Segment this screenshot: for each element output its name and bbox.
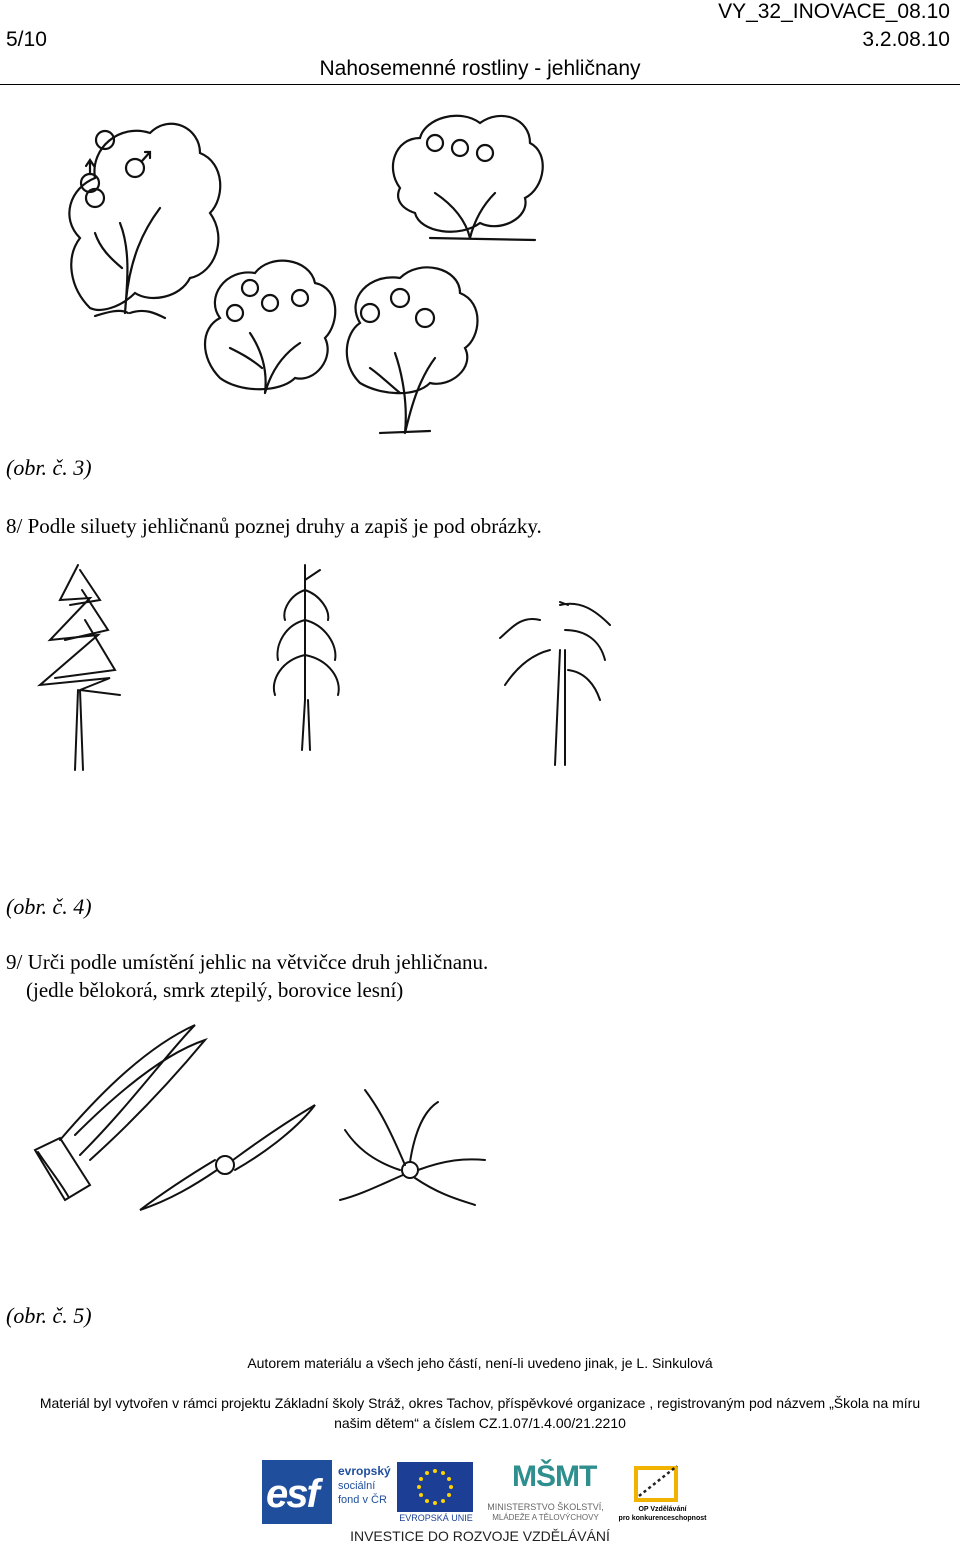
tree-3-drawing [347, 267, 478, 433]
op-line-1: OP Vzdělávání [638, 1506, 687, 1513]
task-8: 8/ Podle siluety jehličnanů poznej druhy a zapiš je pod obrázky. [6, 514, 542, 538]
header-rule [0, 84, 960, 85]
spruce-spiral-needles [340, 1090, 485, 1205]
caption-figure-3: (obr. č. 3) [6, 455, 92, 480]
eu-stars-icon [397, 1462, 473, 1512]
tree-4-drawing [393, 116, 543, 240]
msmt-line-1: MINISTERSTVO ŠKOLSTVÍ, [487, 1502, 604, 1512]
figure-5-needles [20, 1010, 500, 1230]
task-9: 9/ Urči podle umístění jehlic na větvičce druh jehličnanu. [6, 950, 489, 974]
tree-1-drawing [69, 124, 220, 318]
msmt-word: MŠMT [512, 1460, 597, 1493]
caption-figure-4: (obr. č. 4) [6, 894, 92, 919]
tree-2-drawing [205, 261, 335, 393]
esf-line-3: fond v ČR [338, 1494, 387, 1506]
msmt-line-2: MLÁDEŽE A TĚLOVÝCHOVY [492, 1513, 599, 1522]
material-subcode: 3.2.08.10 [862, 28, 950, 51]
msmt-logo [478, 1460, 613, 1524]
eu-flag [397, 1462, 473, 1512]
project-note-line-2: našim dětem“ a číslem CZ.1.07/1.4.00/21.2210 [334, 1415, 626, 1431]
fir-single-needles [140, 1105, 315, 1210]
material-code: VY_32_INOVACE_08.10 [718, 0, 950, 23]
page-title: Nahosemenné rostliny - jehličnany [319, 57, 641, 80]
figure-4-conifers [20, 560, 640, 780]
op-arrow-icon [633, 1462, 685, 1504]
caption-figure-5: (obr. č. 5) [6, 1303, 92, 1328]
eu-logo [397, 1462, 475, 1524]
fir-silhouette [274, 565, 339, 750]
investment-slogan: INVESTICE DO ROZVOJE VZDĚLÁVÁNÍ [350, 1528, 610, 1544]
op-logo [615, 1460, 710, 1524]
esf-line-2: sociální [338, 1480, 376, 1492]
pine-silhouette [500, 602, 610, 765]
esf-word: esf [266, 1472, 318, 1516]
page-number: 5/10 [6, 28, 47, 51]
figure-3-trees [50, 108, 550, 438]
project-note-line-1: Materiál byl vytvořen v rámci projektu Základní školy Stráž, okres Tachov, příspěvkové organizace , registrovaným pod názvem „Škola na míru [39, 1395, 921, 1411]
spruce-silhouette [40, 565, 120, 770]
esf-line-1: evropský [338, 1464, 391, 1478]
pine-needle-pair [35, 1025, 205, 1200]
task-9-hint: (jedle bělokorá, smrk ztepilý, borovice lesní) [26, 978, 404, 1002]
author-note: Autorem materiálu a všech jeho částí, není-li uvedeno jinak, je L. Sinkulová [247, 1355, 713, 1371]
esf-logo [262, 1460, 392, 1524]
eu-label: EVROPSKÁ UNIE [399, 1513, 473, 1523]
op-line-2: pro konkurenceschopnost [618, 1515, 707, 1522]
